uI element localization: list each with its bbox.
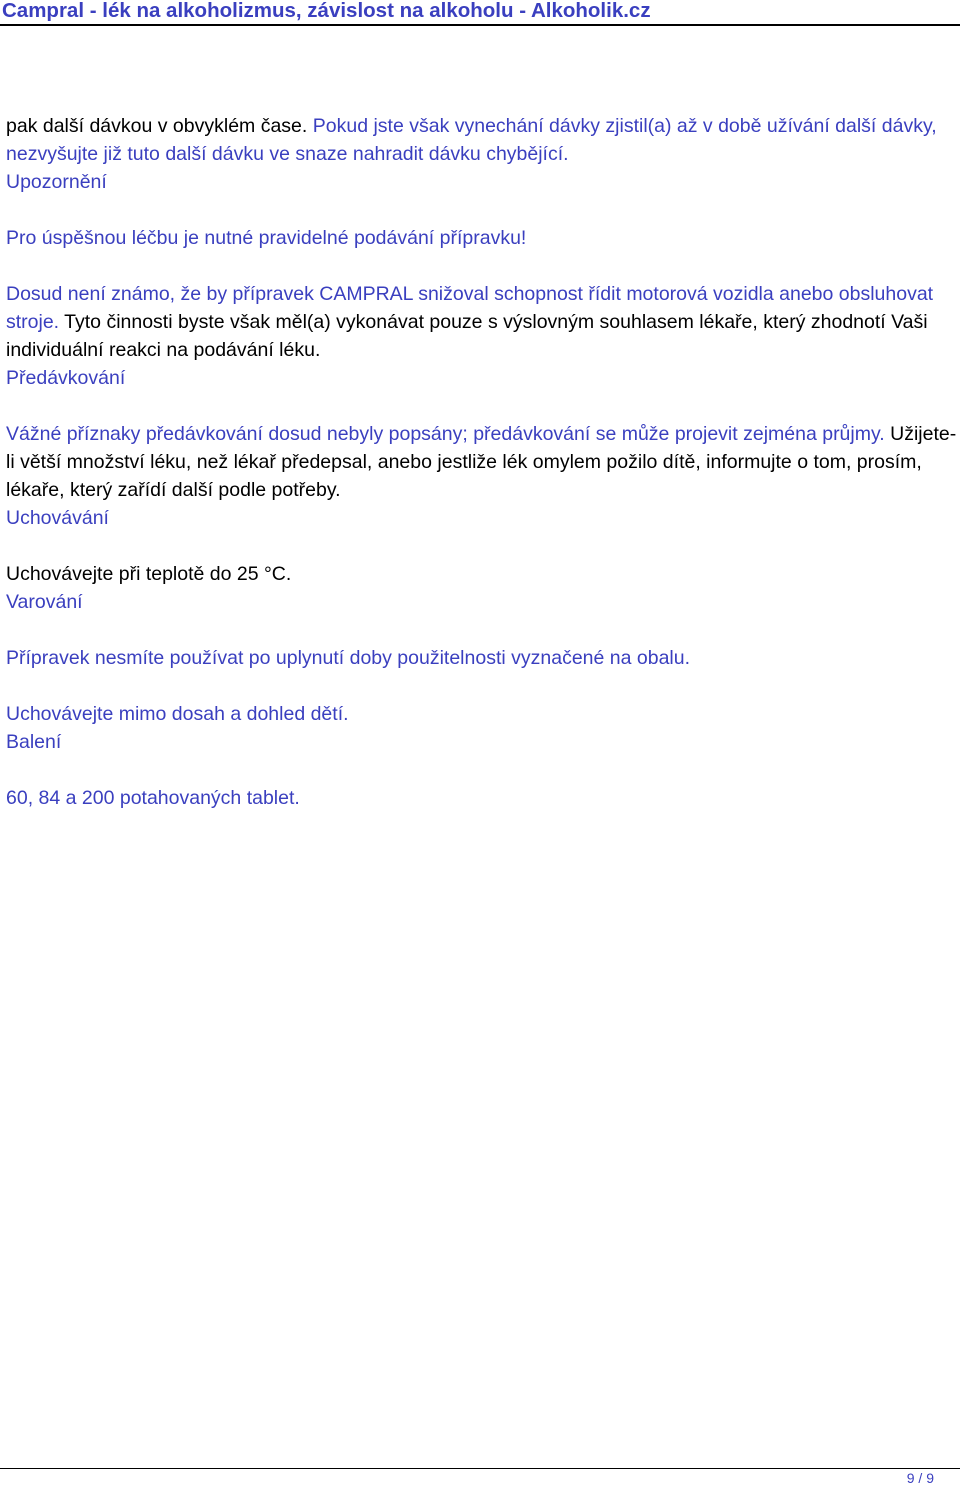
heading-upozorneni: Upozornění <box>6 171 107 193</box>
page-header <box>0 0 960 26</box>
overdose-text-blue: Vážné příznaky předávkování dosud nebyly popsány; předávkování se může projevit zejména průjmy. <box>6 423 885 445</box>
heading-baleni: Balení <box>6 731 62 753</box>
page-number: 9 / 9 <box>906 1470 934 1486</box>
paragraph-children: Uchovávejte mimo dosah a dohled dětí. <box>6 703 349 725</box>
missed-dose-text-black: pak další dávkou v obvyklém čase. <box>6 115 308 137</box>
page-footer-divider <box>0 1468 960 1469</box>
paragraph-upozorneni: Pro úspěšnou léčbu je nutné pravidelné podávání přípravku! <box>6 227 527 249</box>
paragraph-package: 60, 84 a 200 potahovaných tablet. <box>6 787 300 809</box>
paragraph-driving <box>6 280 958 364</box>
missed-dose-text-blue: Pokud jste však vynechání dávky zjistil(a) až v době užívání další dávky, nezvyšujte již tuto další dávku ve snaze nahradit dávku chybějící. <box>6 115 937 165</box>
paragraph-storage: Uchovávejte při teplotě do 25 °C. <box>6 563 292 585</box>
overdose-text-black: Užijete-li větší množství léku, než lékař předepsal, anebo jestliže lék omylem požilo dítě, informujte o tom, prosím, lékaře, který zařídí další podle potřeby. <box>6 423 957 501</box>
driving-text-blue: Dosud není známo, že by přípravek CAMPRAL snižoval schopnost řídit motorová vozidla anebo obsluhovat stroje. <box>6 283 934 333</box>
paragraph-expiry: Přípravek nesmíte používat po uplynutí doby použitelnosti vyznačené na obalu. <box>6 647 691 669</box>
document-body <box>6 112 958 812</box>
heading-predavkovani: Předávkování <box>6 367 126 389</box>
page-title: Campral - lék na alkoholizmus, závislost na alkoholu - Alkoholik.cz <box>2 0 651 22</box>
paragraph-missed-dose <box>6 112 958 168</box>
driving-text-black: Tyto činnosti byste však měl(a) vykonávat pouze s výslovným souhlasem lékaře, který zhodnotí Vaši individuální reakci na podávání léku. <box>6 311 928 361</box>
heading-uchovavani: Uchovávání <box>6 507 109 529</box>
paragraph-overdose <box>6 420 958 504</box>
heading-varovani: Varování <box>6 591 83 613</box>
